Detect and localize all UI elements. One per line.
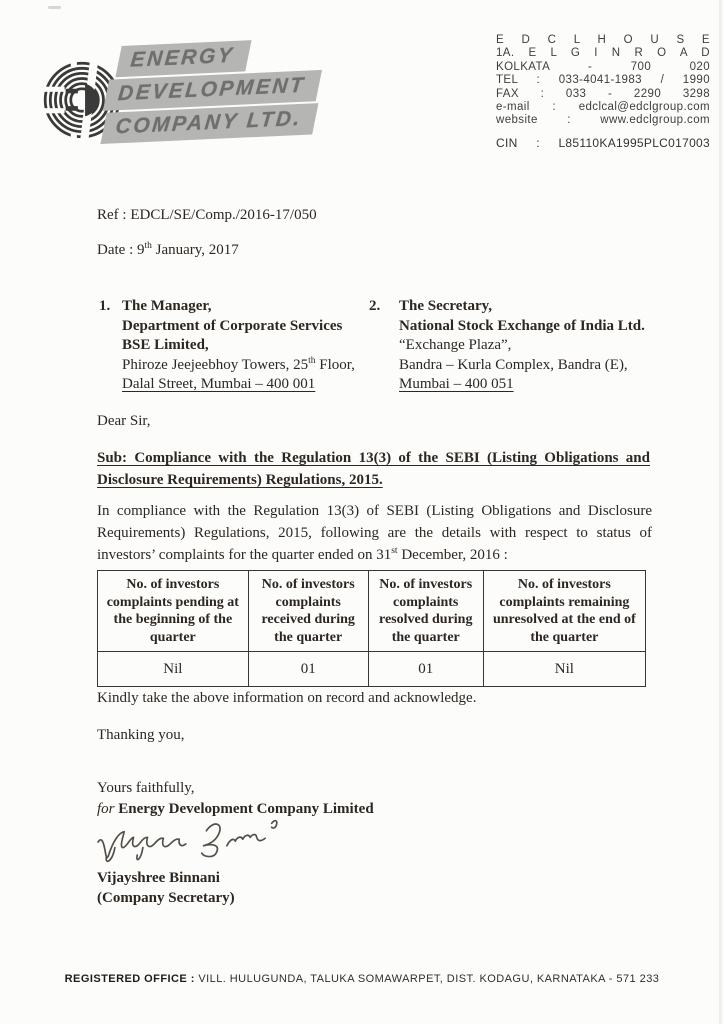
reference-number: Ref : EDCL/SE/Comp./2016-17/050 bbox=[97, 207, 317, 223]
col-header-pending: No. of investors complaints pending at the beginning of the quarter bbox=[98, 571, 249, 652]
value-received: 01 bbox=[248, 652, 368, 687]
contact-line-website: website : www.edclgroup.com bbox=[496, 114, 710, 127]
acknowledge-line: Kindly take the above information on record and acknowledge. bbox=[97, 690, 477, 706]
col-header-unresolved: No. of investors complaints remaining unresolved at the end of the quarter bbox=[483, 571, 645, 652]
recipient-bse bbox=[99, 297, 369, 395]
recipient-number: 2. bbox=[369, 298, 381, 314]
salutation: Dear Sir, bbox=[97, 413, 151, 429]
recipient-city: Dalal Street, Mumbai – 400 001 bbox=[122, 376, 316, 392]
contact-line-email: e-mail : edclcal@edclgroup.com bbox=[496, 101, 710, 114]
recipient-org: BSE Limited, bbox=[122, 337, 209, 353]
thanking-line: Thanking you, bbox=[97, 727, 185, 743]
table-data-row bbox=[98, 652, 646, 687]
registered-office-address: VILL. HULUGUNDA, TALUKA SOMAWARPET, DIST. KODAGU, KARNATAKA - 571 233 bbox=[194, 973, 660, 985]
value-resolved: 01 bbox=[368, 652, 483, 687]
contact-line-house: E D C L H O U S E bbox=[496, 34, 710, 46]
signer-title: (Company Secretary) bbox=[97, 890, 235, 906]
contact-line-fax: FAX : 033 - 2290 3298 bbox=[496, 87, 710, 100]
contact-line-tel: TEL : 033-4041-1983 / 1990 bbox=[496, 74, 710, 87]
scan-mark-artifact bbox=[48, 6, 61, 9]
investor-complaints-table bbox=[97, 570, 646, 687]
recipient-address-line: Bandra – Kurla Complex, Bandra (E), bbox=[399, 356, 628, 373]
on-behalf-line: for Energy Development Company Limited bbox=[97, 801, 374, 817]
recipient-address-line: Phiroze Jeejeebhoy Towers, 25th Floor, bbox=[122, 355, 355, 373]
recipient-address-line: “Exchange Plaza”, bbox=[399, 337, 512, 353]
subject-line bbox=[97, 447, 650, 491]
handwritten-signature bbox=[92, 814, 302, 870]
scan-edge-artifact bbox=[719, 0, 722, 1024]
table-header-row bbox=[98, 571, 646, 652]
signer-name: Vijayshree Binnani bbox=[97, 870, 220, 886]
registered-office-footer bbox=[0, 973, 724, 985]
cin-number: CIN : L85110KA1995PLC017003 bbox=[496, 135, 710, 150]
logo-bar-energy: ENERGY bbox=[115, 40, 251, 77]
col-header-resolved: No. of investors complaints resolved during the quarter bbox=[368, 571, 483, 652]
recipient-org: National Stock Exchange of India Ltd. bbox=[399, 317, 645, 334]
subject-text-line1: Sub: Compliance with the Regulation 13(3) of the SEBI (Listing Obligations and bbox=[97, 450, 650, 466]
logo-bar-company-ltd: COMPANY LTD. bbox=[100, 103, 318, 144]
col-header-received: No. of investors complaints received during the quarter bbox=[248, 571, 368, 652]
recipient-number: 1. bbox=[99, 298, 111, 314]
logo-bar-development: DEVELOPMENT bbox=[103, 70, 322, 111]
value-pending: Nil bbox=[98, 652, 249, 687]
recipient-title: The Manager, bbox=[122, 298, 212, 314]
company-logo-wordmark bbox=[100, 37, 322, 146]
contact-line-street: 1A. E L G I N R O A D bbox=[496, 47, 710, 60]
recipient-nse bbox=[369, 297, 664, 395]
recipient-title: The Secretary, bbox=[399, 298, 493, 314]
recipient-city: Mumbai – 400 051 bbox=[399, 376, 514, 392]
value-unresolved: Nil bbox=[483, 652, 645, 687]
yours-faithfully: Yours faithfully, bbox=[97, 780, 195, 796]
contact-line-city: KOLKATA - 700 020 bbox=[496, 60, 710, 73]
letter-date: Date : 9th January, 2017 bbox=[97, 241, 239, 258]
registered-office-label: REGISTERED OFFICE : bbox=[64, 973, 195, 985]
subject-text-line2: Disclosure Requirements) Regulations, 2015. bbox=[97, 472, 383, 488]
letterhead-contact-block bbox=[496, 34, 710, 150]
recipient-dept: Department of Corporate Services bbox=[122, 317, 343, 334]
body-paragraph: In compliance with the Regulation 13(3) of SEBI (Listing Obligations and Disclosure Requirements) Regulations, 2015, following are the details with respect to status of investors’ complaints for the quarter ended on 31st December, 2016 : bbox=[97, 503, 652, 564]
